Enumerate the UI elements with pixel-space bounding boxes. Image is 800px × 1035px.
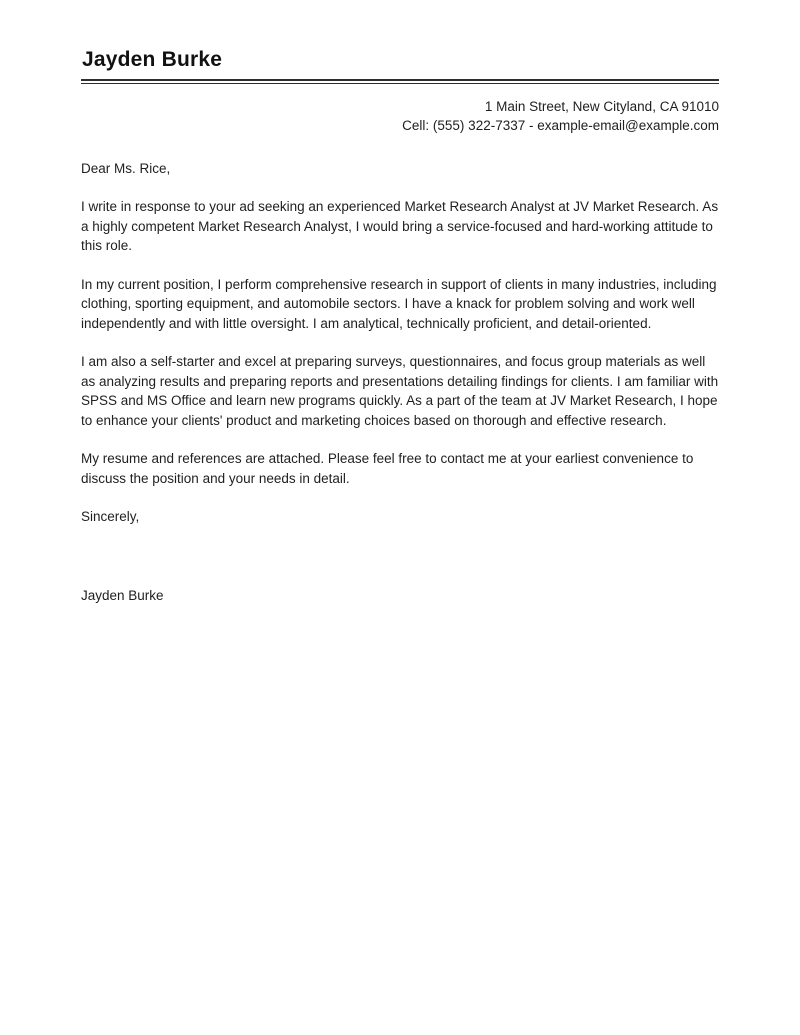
letter-author-name: Jayden Burke [82,48,223,71]
body-paragraph-4: My resume and references are attached. Please feel free to contact me at your earliest convenience to discuss the position and your needs in detail. [81,451,694,486]
body-paragraph-3: I am also a self-starter and excel at preparing surveys, questionnaires, and focus group materials as well as analyzing results and preparing reports and presentations detailing findings for clients. I am familiar with SPSS and MS Office and learn new programs quickly. As a part of the team at JV Market Research, I hope to enhance your clients' product and marketing choices based on thorough and effective research. [81,354,719,428]
contact-phone-email: Cell: (555) 322-7337 - example-email@example.com [402,118,719,133]
contact-address: 1 Main Street, New Cityland, CA 91010 [484,99,719,114]
signature-name: Jayden Burke [81,588,164,603]
closing: Sincerely, [81,509,140,524]
contact-block [81,98,719,135]
body-paragraph-2: In my current position, I perform comprehensive research in support of clients in many industries, including clothing, sporting equipment, and automobile sectors. I have a knack for problem solving and work well independently and with little oversight. I am analytical, technically proficient, and detail-oriented. [81,276,717,331]
header-divider-rule [81,79,719,84]
body-paragraph-1: I write in response to your ad seeking an experienced Market Research Analyst at JV Market Research. As a highly competent Market Research Analyst, I would bring a service-focused and hard-working attitude to this role. [81,199,719,253]
salutation: Dear Ms. Rice, [81,161,171,176]
